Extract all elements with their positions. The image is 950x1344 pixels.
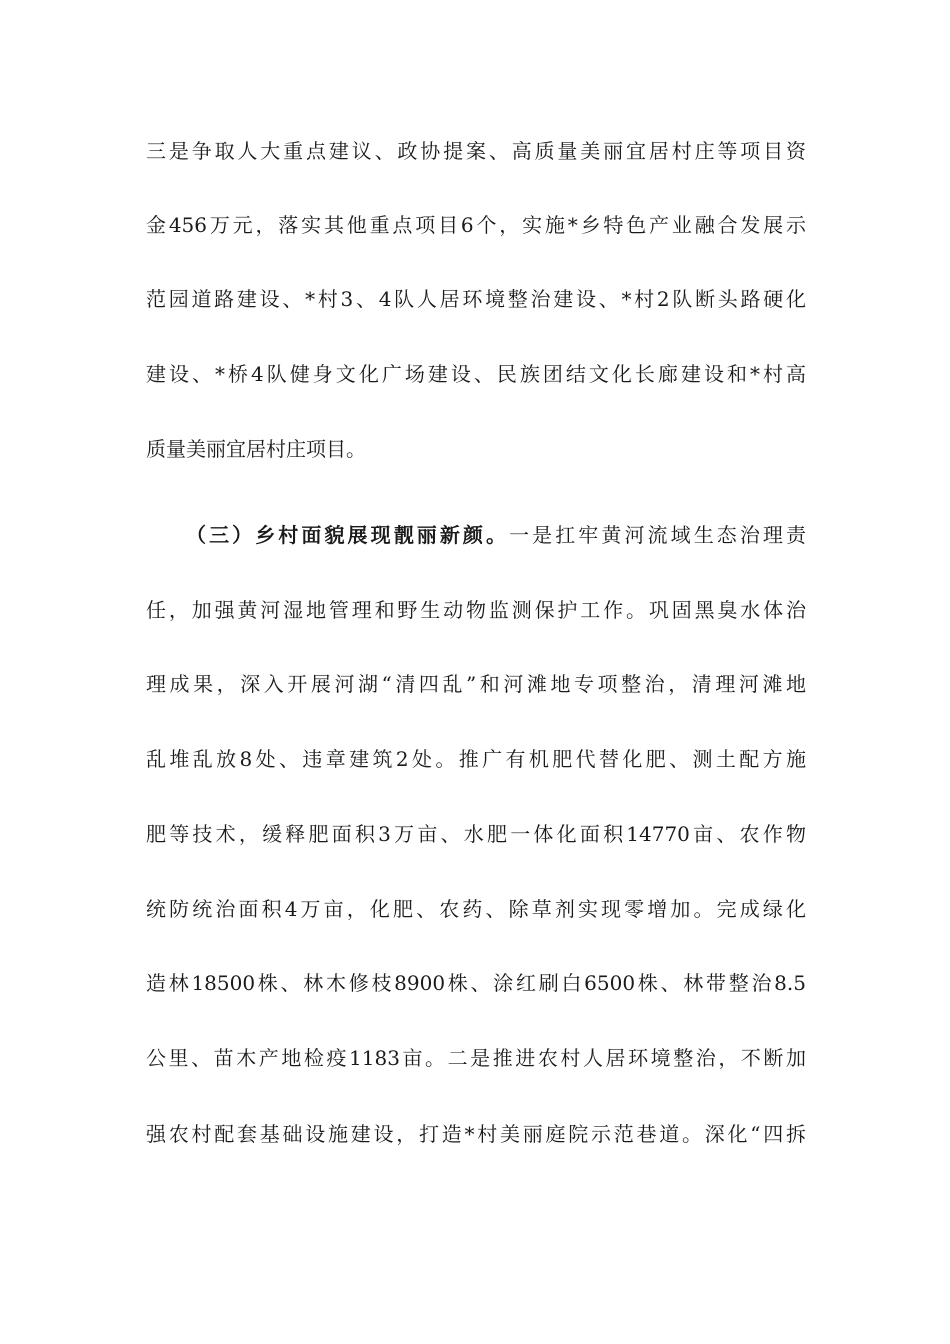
text-line: 金456万元，落实其他重点项目6个，实施*乡特色产业融合发展示 xyxy=(146,213,806,237)
text-line: 肥等技术，缓释肥面积3万亩、水肥一体化面积14770亩、农作物 xyxy=(146,822,806,846)
section-heading: （三）乡村面貌展现靓丽新颜。 xyxy=(186,523,510,547)
text-line: 公里、苗木产地检疫1183亩。二是推进农村人居环境整治，不断加 xyxy=(146,1046,806,1070)
text-line: 范园道路建设、*村3、4队人居环境整治建设、*村2队断头路硬化 xyxy=(146,287,806,311)
text-line: 强农村配套基础设施建设，打造*村美丽庭院示范巷道。深化“四拆 xyxy=(146,1122,806,1146)
text-line: 建设、*桥4队健身文化广场建设、民族团结文化长廊建设和*村高 xyxy=(146,362,806,386)
text-line: 造林18500株、林木修枝8900株、涂红刷白6500株、林带整治8.5 xyxy=(146,971,806,995)
text-line: 理成果，深入开展河湖“清四乱”和河滩地专项整治，清理河滩地 xyxy=(146,672,806,696)
text-line: 质量美丽宜居村庄项目。 xyxy=(146,437,366,461)
text-run: 一是扛牢黄河流域生态治理责 xyxy=(509,523,807,547)
paragraph-first-line xyxy=(186,517,806,553)
text-line: 统防统治面积4万亩，化肥、农药、除草剂实现零增加。完成绿化 xyxy=(146,897,806,921)
text-line: 三是争取人大重点建议、政协提案、高质量美丽宜居村庄等项目资 xyxy=(146,139,806,163)
text-line: 任，加强黄河湿地管理和野生动物监测保护工作。巩固黑臭水体治 xyxy=(146,598,806,622)
text-line: 乱堆乱放8处、违章建筑2处。推广有机肥代替化肥、测土配方施 xyxy=(146,747,806,771)
